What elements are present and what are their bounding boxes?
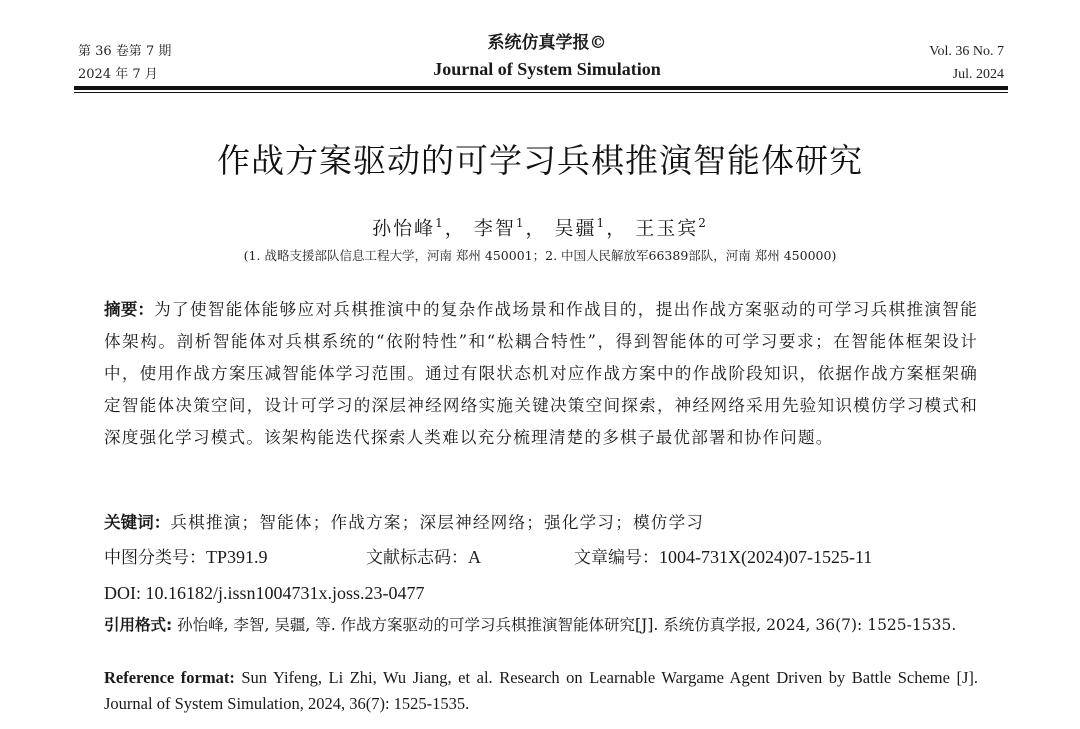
journal-name-en: Journal of System Simulation [433,59,661,79]
article-number-value: 1004-731X(2024)07-1525-11 [659,547,873,567]
keywords [104,508,704,538]
doi: DOI: 10.16182/j.issn1004731x.joss.23-0477 [104,583,425,603]
abstract-label: 摘要： [104,300,155,319]
header-rule-thin [74,92,1008,93]
article-number [574,542,872,573]
reference-text: Sun Yifeng, Li Zhi, Wu Jiang, et al. Research on Learnable Wargame Agent Driven by Battle Scheme [J]. Journal of System Simulation, 2024, 36(7): 1525-1535. [104,668,979,713]
issue-date-en: Jul. 2024 [952,67,1004,82]
clc-number [104,542,366,573]
classification-row [104,542,872,573]
keywords-label: 关键词： [104,513,171,532]
author-affiliation-mark: 1 [596,216,605,230]
author-name: 吴疆 [554,217,597,240]
abstract [104,294,978,454]
document-code [366,542,574,573]
article-number-label: 文章编号： [574,548,659,568]
volume-issue: 第 36 卷第 7 期 [78,44,172,59]
author-name: 李智 [473,217,516,240]
author-affiliation-mark: 1 [515,216,524,230]
affiliations: (1. 战略支援部队信息工程大学，河南 郑州 450001；2. 中国人民解放军66389部队，河南 郑州 450000) [243,248,837,263]
abstract-text: 为了使智能体能够应对兵棋推演中的复杂作战场景和作战目的，提出作战方案驱动的可学习兵棋推演智能体架构。剖析智能体对兵棋系统的“依附特性”和“松耦合特性”，得到智能体的可学习要求；在智能体框架设计中，使用作战方案压减智能体学习范围。通过有限状态机对应作战方案中的作战阶段知识，依据作战方案框架确定智能体决策空间，设计可学习的深层神经网络实施关键决策空间探索，神经网络采用先验知识模仿学习模式和深度强化学习模式。该架构能迭代探索人类难以充分梳理清楚的多棋子最优部署和协作问题。 [104,300,978,447]
clc-label: 中图分类号： [104,548,206,568]
issue-info-en [929,40,1004,86]
author-separator: ， [444,217,466,240]
volume-issue-en: Vol. 36 No. 7 [929,44,1004,59]
author-name: 孙怡峰 [372,217,436,240]
header-rule-thick [74,86,1008,90]
journal-name [0,30,1080,82]
citation-format [104,612,978,639]
citation-label: 引用格式: [104,616,173,634]
author-affiliation-mark: 1 [435,216,443,230]
paper-title: 作战方案驱动的可学习兵棋推演智能体研究 [217,141,863,180]
author-affiliation-mark: 2 [698,216,706,230]
citation-text: 孙怡峰, 李智, 吴疆, 等. 作战方案驱动的可学习兵棋推演智能体研究[J]. 系统仿真学报, 2024, 36(7): 1525-1535. [177,616,957,634]
author-separator: ， [606,217,628,240]
journal-name-cn: 系统仿真学报© [487,33,607,53]
clc-value: TP391.9 [206,547,268,567]
reference-label: Reference format: [104,668,235,687]
document-code-label: 文献标志码： [366,548,468,568]
author-list [0,208,1080,243]
keywords-text: 兵棋推演；智能体；作战方案；深层神经网络；强化学习；模仿学习 [170,513,705,532]
document-code-value: A [468,547,481,567]
reference-format [104,665,978,717]
author-name: 王玉宾 [635,217,699,240]
author-separator: ， [525,217,547,240]
issue-date: 2024 年 7 月 [78,67,158,82]
